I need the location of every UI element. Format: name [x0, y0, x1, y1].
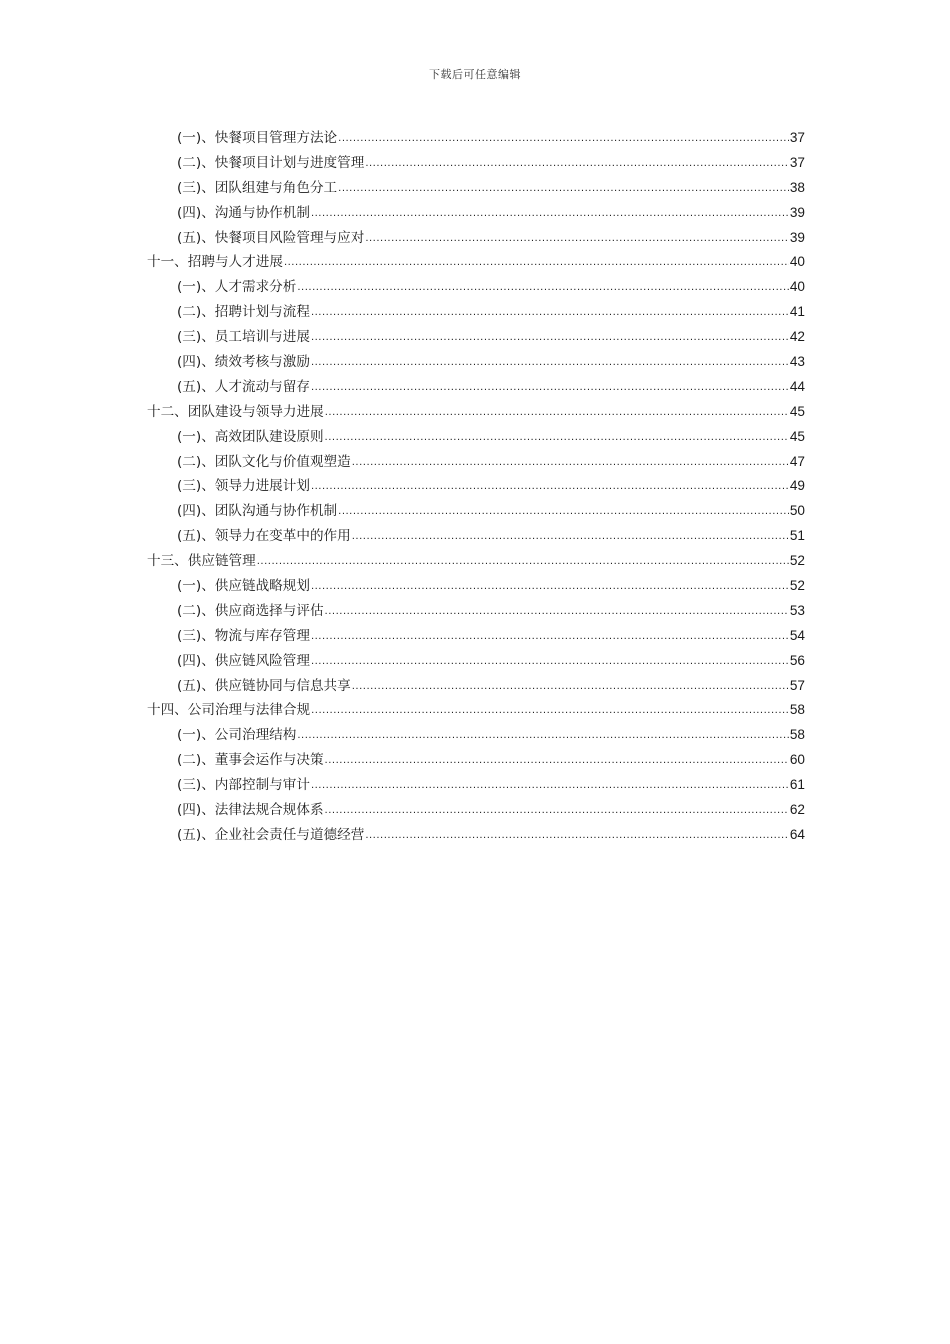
toc-entry-title: 十三、供应链管理 — [147, 553, 256, 570]
toc-section-entry[interactable] — [147, 450, 805, 475]
toc-entry-title: 十四、公司治理与法律合规 — [147, 702, 311, 719]
toc-dot-leader — [311, 473, 789, 500]
toc-entry-title: (四)、绩效考核与激励 — [177, 354, 310, 371]
toc-section-entry[interactable] — [147, 300, 805, 325]
toc-page-number: 40 — [789, 279, 805, 295]
toc-section-entry[interactable] — [147, 649, 805, 674]
toc-dot-leader — [297, 722, 789, 749]
toc-page-number: 50 — [789, 503, 805, 519]
toc-entry-title: (一)、供应链战略规划 — [177, 578, 310, 595]
toc-entry-title: (三)、内部控制与审计 — [177, 777, 310, 794]
toc-chapter-entry[interactable] — [147, 698, 805, 723]
toc-dot-leader — [311, 349, 789, 376]
toc-page-number: 40 — [789, 254, 805, 270]
toc-section-entry[interactable] — [147, 674, 805, 699]
toc-section-entry[interactable] — [147, 748, 805, 773]
toc-section-entry[interactable] — [147, 773, 805, 798]
toc-page-number: 37 — [789, 154, 805, 170]
toc-page-number: 54 — [789, 627, 805, 643]
toc-section-entry[interactable] — [147, 350, 805, 375]
toc-page-number: 49 — [789, 478, 805, 494]
page-header: 下载后可任意编辑 — [429, 68, 521, 81]
toc-entry-title: (二)、团队文化与价值观塑造 — [177, 453, 351, 470]
toc-entry-title: 十二、团队建设与领导力进展 — [147, 403, 324, 420]
toc-dot-leader — [325, 424, 789, 451]
toc-section-entry[interactable] — [147, 151, 805, 176]
toc-dot-leader — [338, 498, 789, 525]
toc-page-number: 62 — [789, 802, 805, 818]
toc-entry-title: (三)、团队组建与角色分工 — [177, 179, 338, 196]
toc-section-entry[interactable] — [147, 823, 805, 848]
toc-dot-leader — [311, 573, 789, 600]
toc-page-number: 39 — [789, 229, 805, 245]
toc-page-number: 58 — [789, 727, 805, 743]
toc-dot-leader — [311, 623, 789, 650]
toc-dot-leader — [311, 324, 789, 351]
toc-dot-leader — [365, 822, 789, 849]
toc-dot-leader — [311, 772, 789, 799]
toc-dot-leader — [352, 449, 789, 476]
toc-section-entry[interactable] — [147, 474, 805, 499]
toc-entry-title: (二)、快餐项目计划与进度管理 — [177, 154, 365, 171]
toc-section-entry[interactable] — [147, 275, 805, 300]
toc-entry-title: (二)、招聘计划与流程 — [177, 304, 310, 321]
toc-page-number: 38 — [789, 179, 805, 195]
toc-dot-leader — [311, 374, 789, 401]
toc-page-number: 52 — [789, 578, 805, 594]
toc-dot-leader — [352, 523, 789, 550]
toc-entry-title: (五)、快餐项目风险管理与应对 — [177, 229, 365, 246]
toc-dot-leader — [365, 225, 789, 252]
toc-page-number: 52 — [789, 553, 805, 569]
toc-page-number: 44 — [789, 378, 805, 394]
toc-dot-leader — [311, 697, 789, 724]
toc-page-number: 53 — [789, 602, 805, 618]
toc-entry-title: (二)、供应商选择与评估 — [177, 602, 324, 619]
toc-chapter-entry[interactable] — [147, 250, 805, 275]
toc-dot-leader — [325, 747, 789, 774]
toc-section-entry[interactable] — [147, 624, 805, 649]
toc-chapter-entry[interactable] — [147, 549, 805, 574]
toc-dot-leader — [257, 548, 789, 575]
toc-dot-leader — [338, 175, 789, 202]
toc-entry-title: (三)、物流与库存管理 — [177, 627, 310, 644]
toc-entry-title: 十一、招聘与人才进展 — [147, 254, 283, 271]
toc-section-entry[interactable] — [147, 499, 805, 524]
toc-entry-title: (一)、高效团队建设原则 — [177, 428, 324, 445]
toc-dot-leader — [325, 399, 789, 426]
toc-entry-title: (一)、公司治理结构 — [177, 727, 297, 744]
toc-entry-title: (四)、沟通与协作机制 — [177, 204, 310, 221]
toc-dot-leader — [311, 648, 789, 675]
toc-section-entry[interactable] — [147, 325, 805, 350]
toc-page-number: 39 — [789, 204, 805, 220]
toc-section-entry[interactable] — [147, 375, 805, 400]
toc-section-entry[interactable] — [147, 126, 805, 151]
toc-dot-leader — [284, 249, 789, 276]
toc-entry-title: (三)、员工培训与进展 — [177, 329, 310, 346]
toc-entry-title: (一)、快餐项目管理方法论 — [177, 130, 338, 146]
toc-dot-leader — [297, 274, 789, 301]
toc-page-number: 37 — [789, 130, 805, 145]
toc-entry-title: (四)、法律法规合规体系 — [177, 802, 324, 819]
toc-entry-title: (一)、人才需求分析 — [177, 279, 297, 296]
table-of-contents — [147, 126, 805, 848]
toc-section-entry[interactable] — [147, 599, 805, 624]
toc-dot-leader — [311, 299, 789, 326]
toc-page-number: 43 — [789, 354, 805, 370]
toc-section-entry[interactable] — [147, 574, 805, 599]
toc-chapter-entry[interactable] — [147, 400, 805, 425]
toc-page-number: 56 — [789, 652, 805, 668]
toc-dot-leader — [338, 125, 789, 152]
toc-page-number: 41 — [789, 304, 805, 320]
toc-section-entry[interactable] — [147, 176, 805, 201]
toc-page-number: 45 — [789, 428, 805, 444]
toc-dot-leader — [311, 200, 789, 227]
toc-page-number: 61 — [789, 777, 805, 793]
toc-section-entry[interactable] — [147, 723, 805, 748]
toc-dot-leader — [352, 673, 789, 700]
toc-dot-leader — [325, 598, 789, 625]
toc-entry-title: (五)、供应链协同与信息共享 — [177, 677, 351, 694]
toc-entry-title: (五)、企业社会责任与道德经营 — [177, 826, 365, 843]
toc-entry-title: (四)、供应链风险管理 — [177, 652, 310, 669]
toc-page-number: 57 — [789, 677, 805, 693]
toc-entry-title: (五)、领导力在变革中的作用 — [177, 528, 351, 545]
toc-section-entry[interactable] — [147, 226, 805, 251]
toc-entry-title: (四)、团队沟通与协作机制 — [177, 503, 338, 520]
toc-page-number: 47 — [789, 453, 805, 469]
toc-page-number: 42 — [789, 329, 805, 345]
toc-page-number: 58 — [789, 702, 805, 718]
toc-entry-title: (二)、董事会运作与决策 — [177, 752, 324, 769]
toc-section-entry[interactable] — [147, 425, 805, 450]
toc-section-entry[interactable] — [147, 524, 805, 549]
toc-page-number: 45 — [789, 403, 805, 419]
toc-dot-leader — [325, 797, 789, 824]
toc-entry-title: (五)、人才流动与留存 — [177, 378, 310, 395]
toc-entry-title: (三)、领导力进展计划 — [177, 478, 310, 495]
toc-page-number: 51 — [789, 528, 805, 544]
toc-page-number: 64 — [789, 826, 805, 842]
toc-section-entry[interactable] — [147, 798, 805, 823]
toc-page-number: 60 — [789, 752, 805, 768]
toc-section-entry[interactable] — [147, 201, 805, 226]
toc-dot-leader — [365, 150, 789, 177]
